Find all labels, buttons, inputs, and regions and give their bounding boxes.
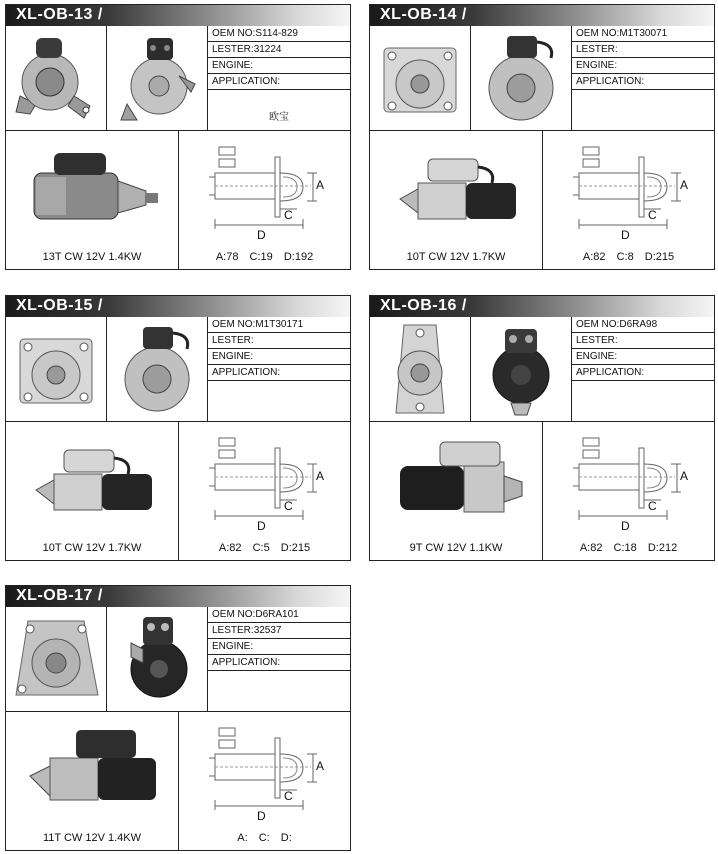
oem-number: M1T30071 <box>619 28 668 39</box>
card-header <box>6 5 350 26</box>
dim-d: D:192 <box>283 251 314 263</box>
dimension-diagram <box>179 131 350 269</box>
product-code: XL-OB-15 / <box>16 297 103 315</box>
dim-d: D:215 <box>644 251 675 263</box>
dim-a: A:82 <box>582 251 606 263</box>
product-card-xl-ob-14 <box>369 4 715 270</box>
diagram-label-a: A <box>316 178 325 192</box>
starter-front-photo <box>6 26 107 130</box>
diagram-label-c: C <box>284 789 293 803</box>
oem-number: S114-829 <box>255 28 298 39</box>
diagram-label-a: A <box>680 469 689 483</box>
application-note: 欧宝 <box>269 112 289 123</box>
dim-c: C:8 <box>616 251 634 263</box>
starter-rear-photo <box>471 317 572 421</box>
dim-a: A:82 <box>218 542 242 554</box>
dim-d: D:215 <box>280 542 311 554</box>
product-code: XL-OB-17 / <box>16 587 103 605</box>
starter-rear-photo <box>107 317 208 421</box>
oem-number: M1T30171 <box>255 319 304 330</box>
motor-spec: 9T CW 12V 1.1KW <box>409 542 503 554</box>
motor-spec: 10T CW 12V 1.7KW <box>406 251 506 263</box>
dim-c: C:5 <box>252 542 270 554</box>
starter-side-photo <box>6 422 179 560</box>
dimension-diagram <box>543 422 714 560</box>
starter-front-photo <box>6 607 107 711</box>
starter-side-photo <box>370 422 543 560</box>
dimension-diagram <box>543 131 714 269</box>
product-card-xl-ob-15 <box>5 295 351 561</box>
spec-info-panel: OEM NO:D6RA98 LESTER: ENGINE: APPLICATION: <box>572 317 714 421</box>
spec-info-panel: OEM NO:M1T30071 LESTER: ENGINE: APPLICATION: <box>572 26 714 130</box>
product-card-xl-ob-17 <box>5 585 351 851</box>
diagram-label-d: D <box>621 519 630 532</box>
card-header <box>6 586 350 607</box>
spec-info-panel: OEM NO:M1T30171 LESTER: ENGINE: APPLICATION: <box>208 317 350 421</box>
dimension-values <box>179 832 350 844</box>
diagram-label-d: D <box>257 519 266 532</box>
product-code: XL-OB-13 / <box>16 6 103 24</box>
dim-a: A: <box>237 832 248 844</box>
card-header <box>6 296 350 317</box>
diagram-label-a: A <box>680 178 689 192</box>
product-card-xl-ob-16 <box>369 295 715 561</box>
dim-c: C:19 <box>249 251 273 263</box>
dimension-diagram <box>179 422 350 560</box>
dimension-values <box>543 251 714 263</box>
diagram-label-d: D <box>257 809 266 822</box>
starter-side-photo <box>6 712 179 850</box>
starter-front-photo <box>370 317 471 421</box>
starter-front-photo <box>6 317 107 421</box>
diagram-label-c: C <box>284 208 293 222</box>
dimension-values <box>543 542 714 554</box>
diagram-label-d: D <box>621 228 630 241</box>
product-code: XL-OB-16 / <box>380 297 467 315</box>
lester-number: 32537 <box>253 625 282 636</box>
starter-front-photo <box>370 26 471 130</box>
diagram-label-c: C <box>648 208 657 222</box>
spec-info-panel: OEM NO:S114-829 LESTER:31224 ENGINE: APPLICATION: 欧宝 <box>208 26 350 130</box>
diagram-label-d: D <box>257 228 266 241</box>
product-card-xl-ob-13 <box>5 4 351 270</box>
card-header <box>370 296 714 317</box>
dim-c: C:18 <box>613 542 637 554</box>
dim-a: A:78 <box>215 251 239 263</box>
dimension-values <box>179 542 350 554</box>
card-header <box>370 5 714 26</box>
starter-rear-photo <box>107 26 208 130</box>
dim-d: D:212 <box>647 542 678 554</box>
diagram-label-a: A <box>316 469 325 483</box>
motor-spec: 11T CW 12V 1.4KW <box>42 832 142 844</box>
motor-spec: 13T CW 12V 1.4KW <box>42 251 142 263</box>
diagram-label-c: C <box>284 499 293 513</box>
lester-number: 31224 <box>253 44 282 55</box>
spec-info-panel: OEM NO:D6RA101 LESTER:32537 ENGINE: APPLICATION: <box>208 607 350 711</box>
starter-side-photo <box>6 131 179 269</box>
dim-d: D: <box>280 832 292 844</box>
product-code: XL-OB-14 / <box>380 6 467 24</box>
oem-number: D6RA98 <box>619 319 658 330</box>
dimension-values <box>179 251 350 263</box>
oem-number: D6RA101 <box>255 609 299 620</box>
dim-a: A:82 <box>579 542 603 554</box>
starter-rear-photo <box>471 26 572 130</box>
motor-spec: 10T CW 12V 1.7KW <box>42 542 142 554</box>
dim-c: C: <box>258 832 270 844</box>
diagram-label-c: C <box>648 499 657 513</box>
diagram-label-a: A <box>316 759 325 773</box>
starter-rear-photo <box>107 607 208 711</box>
dimension-diagram <box>179 712 350 850</box>
starter-side-photo <box>370 131 543 269</box>
